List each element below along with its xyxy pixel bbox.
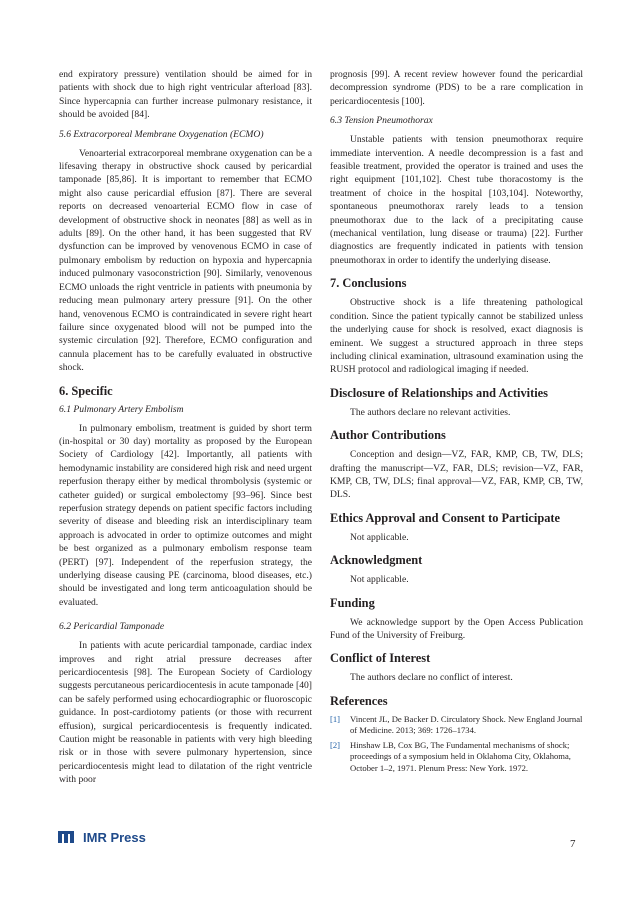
- paragraph-ecmo: Venoarterial extracorporeal membrane oxygenation can be a lifesaving therapy in obstructive shock caused by pericardial tamponade [85,86]. It is important to remember that ECMO might also cause pericardial effusion [87]. There are several reports on decreased venoarterial ECMO flow in case of development of obstructive shock in neonates [88] as well as in adults [89]. On the other hand, it has been suggested that RV dysfunction can be improved by venovenous ECMO in case of pulmonary embolism by reduction on hypoxia and hypercapnia induced pulmonary vasoconstriction [90]. Similarly, venovenous ECMO unloads the right ventricle in patients with pneumonia by reducing mean pulmonary artery pressure [91]. On the other hand, venovenous ECMO is contraindicated in severe right heart failure since oxygenated blood will not be pumped into the systemic circulation [92]. Therefore, ECMO configuration and cannula placement has to be carefully evaluated in obstructive shock.: [59, 147, 312, 374]
- paragraph-pericardial-tamponade: In patients with acute pericardial tamponade, cardiac index improves and right atrial pressure decreases after pericardiocentesis [98]. The European Society of Cardiology suggests percutaneous pericardiocentesis in acute tamponade [40] can be safely performed using echocardiographic or fluoroscopic guidance. In post-cardiotomy patients (or those with recurrent effusion), surgical pericardiocentesis is frequently indicated. Caution might be reasonable in patients with very high bleeding risk or in those with severe pulmonary hypertension, since pericardiocentesis might lead to dilatation of the right ventricle with poor: [59, 640, 312, 786]
- section-heading-conflict-of-interest: Conflict of Interest: [330, 651, 431, 666]
- paragraph-disclosure: The authors declare no relevant activities.: [350, 406, 511, 418]
- right-column: [330, 68, 583, 777]
- publisher-logo: [57, 829, 146, 845]
- publisher-name: IMR Press: [83, 829, 146, 845]
- section-heading-specific: 6. Specific: [59, 383, 113, 398]
- paragraph-funding: We acknowledge support by the Open Access Publication Fund of the University of Freiburg.: [330, 616, 583, 641]
- subsection-heading-pulmonary-embolism: 6.1 Pulmonary Artery Embolism: [59, 403, 184, 415]
- paragraph-pulmonary-embolism: In pulmonary embolism, treatment is guided by short term (in-hospital or 30 day) mortality as proposed by the European Society of Cardiology [42]. Importantly, all patients with hemodynamic instability are considered high risk and need urgent reperfusion therapy either by medical thrombolysis (systemic or catheter guided) or surgical embolectomy [93–96]. Since best reperfusion strategy depends on patient specific factors including severity of disease and bleeding risk an interdisciplinary team approach is advocated in order to optimize outcomes and might be best organized as a pulmonary embolism response team (PERT) [97]. Independent of the reperfusion strategy, the underlying disease causing PE (carcinoma, blood diseases, etc.) should be investigated and long term anticoagulation should be evaluated.: [59, 422, 312, 608]
- paragraph-acknowledgment: Not applicable.: [350, 574, 409, 586]
- imr-logo-icon: [57, 829, 79, 845]
- paragraph-tension-pneumothorax: Unstable patients with tension pneumothorax require immediate intervention. A needle decompression is a fast and feasible treatment, provided the operator is trained and uses the right equipment [101,102]. Chest tube thoracostomy is the treatment of choice in the hospital [103,104]. Noteworthy, spontaneous pneumothorax rarely leads to a tension pneumothorax due to the lack of a precipitating cause (mechanical ventilation, lung disease or trauma) [22]. Further diagnostics are frequently indicated in patients with tension pneumothorax in order to identify the underlying disease.: [330, 134, 583, 266]
- section-heading-ethics: Ethics Approval and Consent to Participate: [330, 510, 561, 525]
- reference-text: Hinshaw LB, Cox BG, The Fundamental mechanisms of shock; proceedings of a symposium held in Oklahoma City, Oklahoma, October 1–2, 1971. Plenum Press: New York. 1972.: [350, 739, 571, 773]
- reference-number[interactable]: [2]: [330, 739, 341, 750]
- subsection-heading-pericardial-tamponade: 6.2 Pericardial Tamponade: [59, 621, 165, 633]
- section-heading-references: References: [330, 693, 388, 708]
- paragraph-peep-continuation: end expiratory pressure) ventilation should be aimed for in patients with shock due to high right ventricular afterload [83]. Since hypercapnia can further increase pulmonary resistance, it should be avoided [84].: [59, 69, 312, 121]
- paragraph-prognosis-continuation: prognosis [99]. A recent review however found the pericardial decompression syndrome (PDS) to be a rare complication in pericardiocentesis [100].: [330, 69, 583, 107]
- section-heading-conclusions: 7. Conclusions: [330, 276, 407, 291]
- section-heading-acknowledgment: Acknowledgment: [330, 553, 423, 568]
- reference-number[interactable]: [1]: [330, 713, 341, 724]
- paragraph-conclusions: Obstructive shock is a life threatening pathological condition. Since the patient typically cannot be stabilized unless the underlying cause for shock is resolved, exact diagnosis is eminent. We suggest a structured approach in three steps including clinical examination, ultrasound examination using the RUSH protocol and radiological imaging if needed.: [330, 297, 583, 376]
- left-column: [59, 68, 312, 787]
- reference-item: [330, 714, 583, 737]
- paragraph-author-contributions: Conception and design—VZ, FAR, KMP, CB, TW, DLS; drafting the manuscript—VZ, FAR, DLS; revision—VZ, FAR, KMP, CB, TW, DLS; final approval—VZ, FAR, KMP, CB, TW, DLS.: [330, 449, 583, 501]
- section-heading-disclosure: Disclosure of Relationships and Activities: [330, 385, 548, 400]
- paragraph-ethics: Not applicable.: [350, 531, 409, 543]
- subsection-heading-tension-pneumothorax: 6.3 Tension Pneumothorax: [330, 115, 433, 127]
- subsection-heading-ecmo: 5.6 Extracorporeal Membrane Oxygenation (ECMO): [59, 128, 264, 140]
- page-number: 7: [570, 838, 576, 850]
- paragraph-conflict-of-interest: The authors declare no conflict of interest.: [350, 672, 513, 684]
- reference-item: [330, 740, 583, 775]
- reference-list: [330, 714, 583, 775]
- section-heading-funding: Funding: [330, 595, 375, 610]
- section-heading-author-contributions: Author Contributions: [330, 428, 446, 443]
- reference-text: Vincent JL, De Backer D. Circulatory Shock. New England Journal of Medicine. 2013; 369: 1726–1734.: [350, 713, 583, 736]
